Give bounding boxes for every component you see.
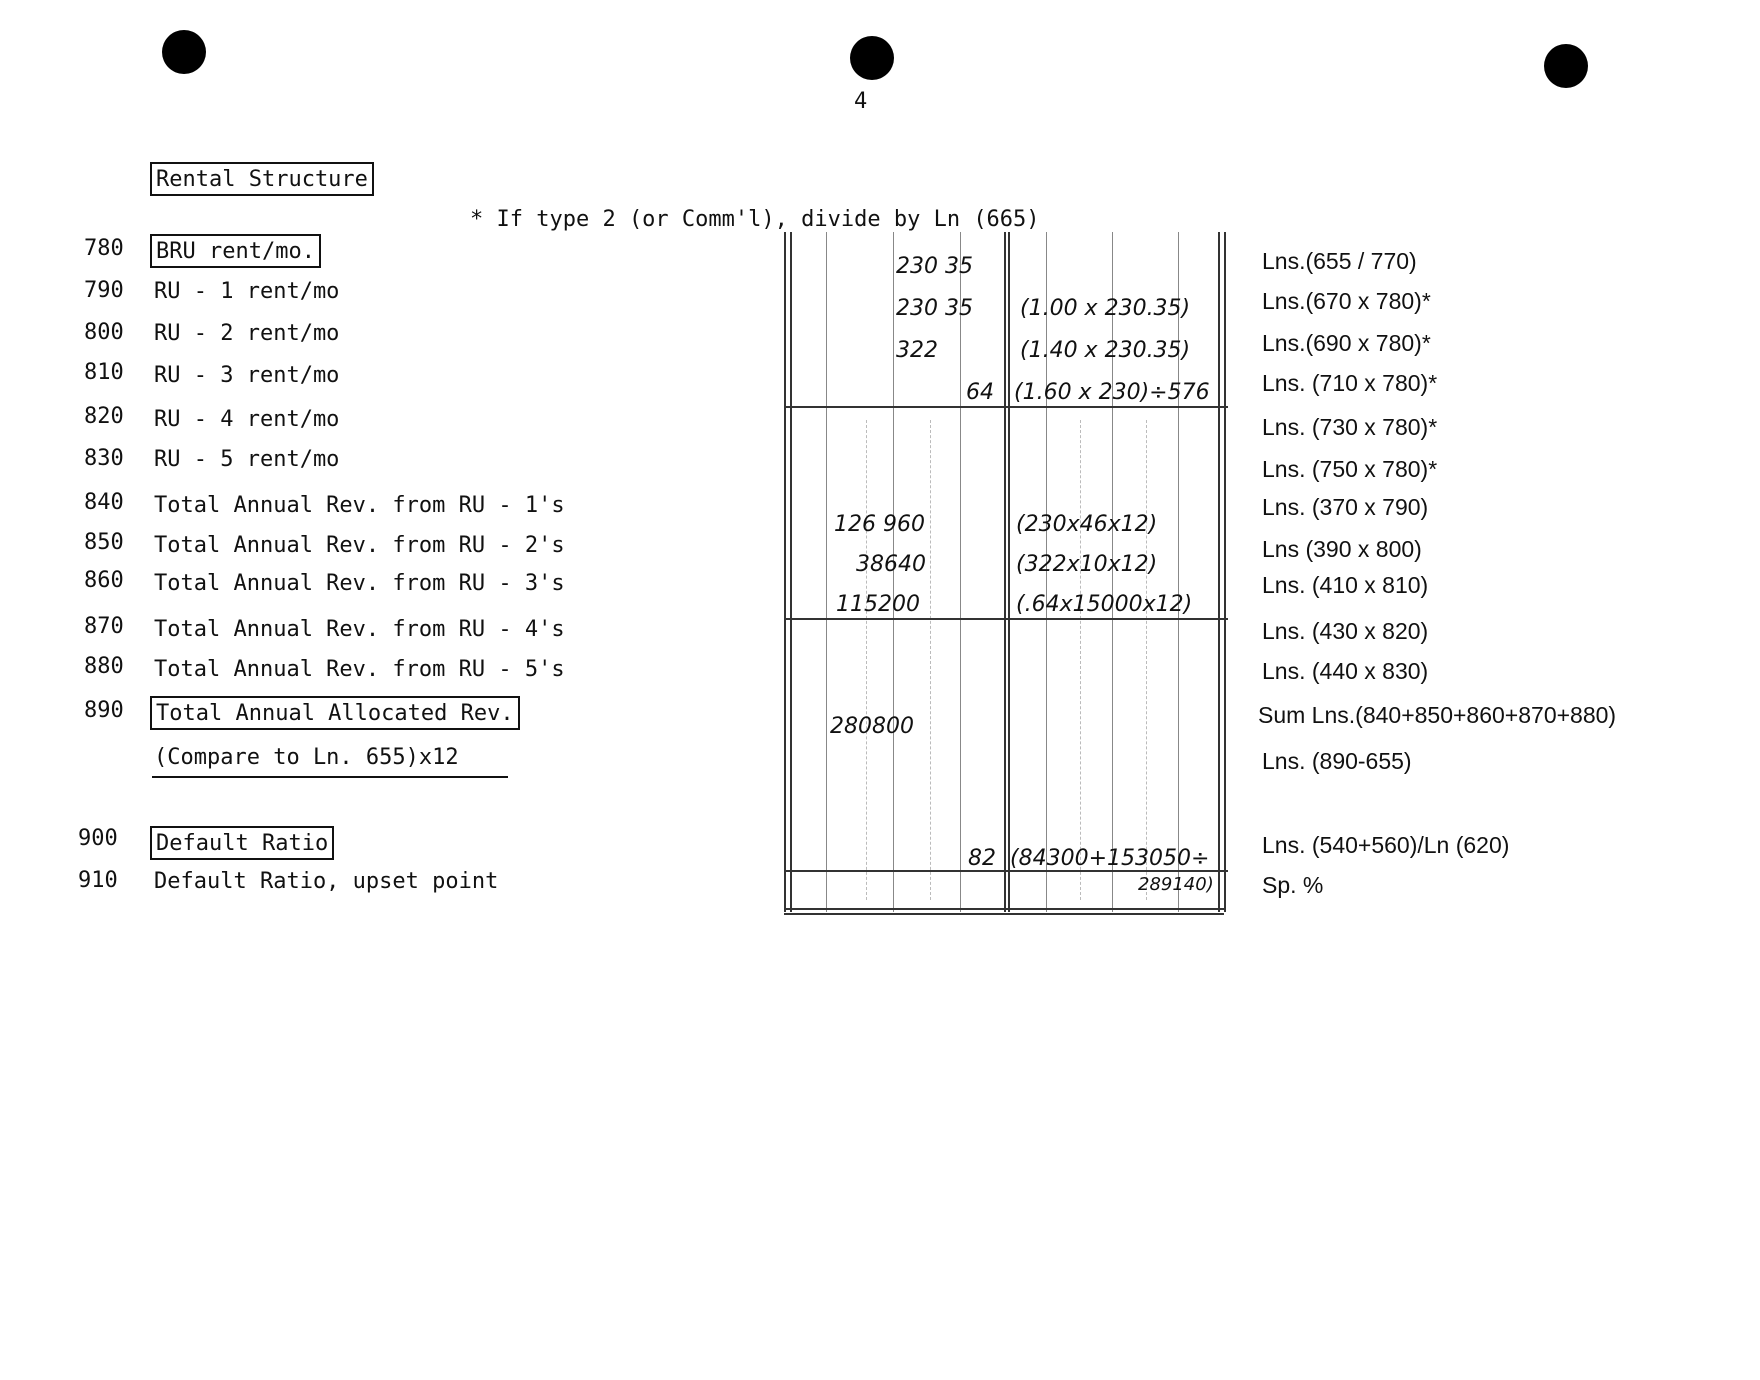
row-label: Total Annual Rev. from RU - 4's <box>154 617 565 642</box>
row-value: 280800 <box>830 714 914 739</box>
page-number: 4 <box>854 89 868 114</box>
row-reference: Lns. (750 x 780)* <box>1262 456 1438 482</box>
line-number: 890 <box>84 698 124 723</box>
row-reference: Lns. (890-655) <box>1262 748 1412 774</box>
row-reference: Lns.(655 / 770) <box>1262 248 1417 274</box>
row-label: BRU rent/mo. <box>150 234 321 268</box>
row-reference: Sum Lns.(840+850+860+870+880) <box>1258 702 1617 728</box>
line-number: 910 <box>78 868 118 893</box>
line-number: 830 <box>84 446 124 471</box>
row-reference: Lns.(690 x 780)* <box>1262 330 1431 356</box>
punch-hole-left <box>162 30 206 74</box>
punch-hole-center <box>850 36 894 80</box>
row-label: RU - 2 rent/mo <box>154 321 340 346</box>
row-calculation: (1.00 x 230.35) <box>1020 296 1191 321</box>
row-reference: Lns. (730 x 780)* <box>1262 414 1438 440</box>
row-value: 82 <box>968 846 996 871</box>
line-number: 870 <box>84 614 124 639</box>
row-calculation: (.64x15000x12) <box>1016 592 1193 617</box>
row-label: Total Annual Rev. from RU - 5's <box>154 657 565 682</box>
row-label: Default Ratio, upset point <box>154 869 499 894</box>
row-value: 115200 <box>836 592 920 617</box>
row-value: 230 35 <box>896 254 973 279</box>
row-reference: Lns (390 x 800) <box>1262 536 1422 562</box>
row-reference: Lns. (370 x 790) <box>1262 494 1429 520</box>
line-number: 850 <box>84 530 124 555</box>
line-number: 820 <box>84 404 124 429</box>
line-number: 900 <box>78 826 118 851</box>
row-reference: Lns.(670 x 780)* <box>1262 288 1431 314</box>
row-reference: Lns. (710 x 780)* <box>1262 370 1438 396</box>
row-label: RU - 5 rent/mo <box>154 447 340 472</box>
line-number: 840 <box>84 490 124 515</box>
row-value: 64 <box>966 380 994 405</box>
punch-hole-right <box>1544 44 1588 88</box>
row-reference: Lns. (410 x 810) <box>1262 572 1429 598</box>
type-note: * If type 2 (or Comm'l), divide by Ln (665) <box>470 207 1040 232</box>
row-calculation: (84300+153050÷ <box>1010 846 1210 871</box>
row-label: Default Ratio <box>150 826 334 860</box>
row-value: 38640 <box>856 552 926 577</box>
row-value: 230 35 <box>896 296 973 321</box>
row-calculation: (322x10x12) <box>1016 552 1158 577</box>
section-title: Rental Structure <box>150 162 374 196</box>
row-label: RU - 4 rent/mo <box>154 407 340 432</box>
row-calculation: (230x46x12) <box>1016 512 1158 537</box>
line-number: 790 <box>84 278 124 303</box>
row-reference: Lns. (440 x 830) <box>1262 658 1429 684</box>
row-label: Total Annual Rev. from RU - 2's <box>154 533 565 558</box>
row-value: 126 960 <box>834 512 925 537</box>
row-reference: Lns. (430 x 820) <box>1262 618 1429 644</box>
row-label: Total Annual Rev. from RU - 3's <box>154 571 565 596</box>
line-number: 800 <box>84 320 124 345</box>
row-calculation: 289140) <box>1138 874 1214 895</box>
line-number: 810 <box>84 360 124 385</box>
row-reference: Sp. % <box>1262 872 1324 898</box>
line-number: 780 <box>84 236 124 261</box>
row-calculation: (1.60 x 230)÷576 <box>1014 380 1210 405</box>
row-value: 322 <box>896 338 938 363</box>
line-number: 880 <box>84 654 124 679</box>
row-label: RU - 3 rent/mo <box>154 363 340 388</box>
line-number: 860 <box>84 568 124 593</box>
row-label: (Compare to Ln. 655)x12 <box>154 745 459 770</box>
row-reference: Lns. (540+560)/Ln (620) <box>1262 832 1510 858</box>
row-calculation: (1.40 x 230.35) <box>1020 338 1191 363</box>
row-label: RU - 1 rent/mo <box>154 279 340 304</box>
row-label: Total Annual Allocated Rev. <box>150 696 520 730</box>
row-label: Total Annual Rev. from RU - 1's <box>154 493 565 518</box>
